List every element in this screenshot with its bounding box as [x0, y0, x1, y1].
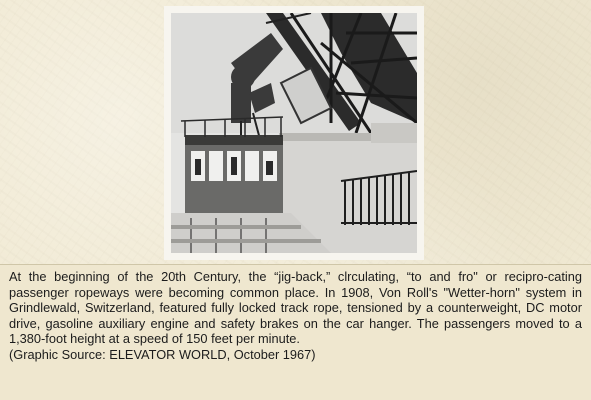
caption-box: [0, 264, 591, 400]
caption-body: At the beginning of the 20th Century, the “jig-back,” clrculating, “to and fro" or recipro-cating passenger ropeways were becoming common place. In 1908, Von Roll's "Wetter-horn" system in Grindlewald, Switzerland, featured fully locked track rope, tensioned by a counterweight, DC motor drive, gasoline auxiliary engine and safety brakes on the car hanger. The passengers moved to a 1,380-foot height at a speed of 150 feet per minute.: [9, 269, 582, 347]
caption-source: (Graphic Source: ELEVATOR WORLD, October 1967): [9, 346, 316, 362]
historic-photo-frame: [164, 6, 424, 260]
wetterhorn-cable-car-photo: [171, 13, 417, 253]
